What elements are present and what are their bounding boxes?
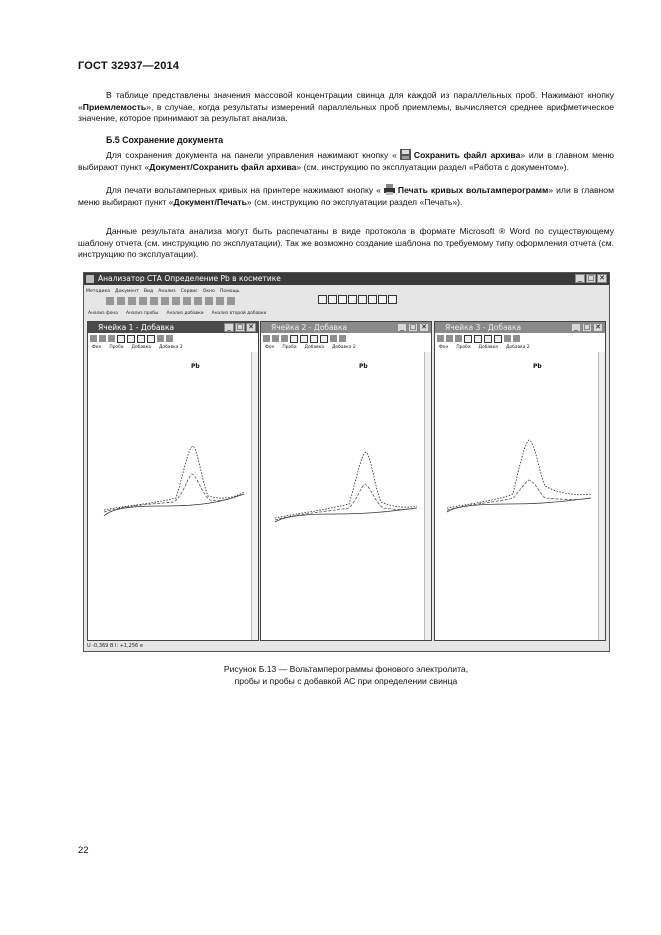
- addition-curve: [447, 440, 591, 508]
- tool-icon[interactable]: [320, 335, 328, 343]
- cell-tabs: [261, 345, 431, 350]
- voltammogram-plot: [92, 412, 252, 532]
- cell-window: [87, 321, 259, 641]
- close-button[interactable]: ✕: [597, 274, 607, 283]
- tool-icon[interactable]: [263, 335, 270, 342]
- menu-item[interactable]: Окно: [202, 289, 215, 294]
- sample-curve: [447, 480, 591, 510]
- curve-tool-icon[interactable]: [388, 295, 397, 304]
- cell-tab[interactable]: Добавка 2: [505, 345, 530, 350]
- app-title-bar: [84, 273, 609, 285]
- close-button[interactable]: ✕: [419, 323, 429, 332]
- tool-icon[interactable]: [99, 335, 106, 342]
- app-title: Анализатор СТА Определение Pb в косметике: [98, 274, 281, 283]
- cell-tab[interactable]: Фон: [439, 345, 449, 350]
- curve-tool-icon[interactable]: [338, 295, 347, 304]
- tool-icon[interactable]: [464, 335, 472, 343]
- document-header: ГОСТ 32937—2014: [78, 60, 180, 72]
- cell-window: [434, 321, 606, 641]
- table-icon[interactable]: [205, 297, 213, 305]
- minimize-button[interactable]: _: [571, 323, 581, 332]
- tab-analysis[interactable]: Анализ пробы: [125, 311, 159, 316]
- tool-icon[interactable]: [339, 335, 346, 342]
- voltammogram-plot: [265, 412, 425, 532]
- copy-icon[interactable]: [161, 297, 169, 305]
- tool-icon[interactable]: [290, 335, 298, 343]
- tool-icon[interactable]: [494, 335, 502, 343]
- grid-icon[interactable]: [227, 297, 235, 305]
- tool-icon[interactable]: [137, 335, 145, 343]
- tool-icon[interactable]: [300, 335, 308, 343]
- drop-icon[interactable]: [183, 297, 191, 305]
- tool-icon[interactable]: [504, 335, 511, 342]
- menu-item[interactable]: Сервис: [180, 289, 198, 294]
- cell-window: [260, 321, 432, 641]
- analysis-tabs: [88, 309, 266, 318]
- menu-item[interactable]: Методика: [86, 289, 111, 294]
- cell-tab[interactable]: Добавка: [131, 345, 151, 350]
- cell-title-bar: [88, 322, 258, 333]
- tool-icon[interactable]: [474, 335, 482, 343]
- caption-line: пробы и пробы с добавкой АС при определении свинца: [234, 675, 458, 686]
- curve-tool-icon[interactable]: [378, 295, 387, 304]
- printer-icon: [383, 183, 396, 196]
- app-system-icon[interactable]: [86, 275, 94, 283]
- tool-icon[interactable]: [127, 335, 135, 343]
- cell-tab[interactable]: Добавка 2: [158, 345, 183, 350]
- save-icon[interactable]: [128, 297, 136, 305]
- minimize-button[interactable]: _: [397, 323, 407, 332]
- close-button[interactable]: ✕: [246, 323, 256, 332]
- background-curve: [275, 508, 417, 522]
- tool-icon[interactable]: [330, 335, 337, 342]
- tool-icon[interactable]: [108, 335, 115, 342]
- cell-tab[interactable]: Фон: [265, 345, 275, 350]
- vertical-scrollbar[interactable]: [598, 352, 605, 640]
- tool-icon[interactable]: [272, 335, 279, 342]
- cell-tab[interactable]: Добавка: [304, 345, 324, 350]
- vertical-scrollbar[interactable]: [424, 352, 431, 640]
- menu-item[interactable]: Документ: [115, 289, 139, 294]
- cell-toolbar: [261, 333, 431, 344]
- cell-toolbar: [88, 333, 258, 344]
- minimize-button[interactable]: _: [224, 323, 234, 332]
- paste-icon[interactable]: [172, 297, 180, 305]
- voltammogram-plot: [439, 412, 599, 532]
- cell-title-bar: [435, 322, 605, 333]
- element-label: Pb: [533, 363, 542, 370]
- tool-icon[interactable]: [281, 335, 288, 342]
- maximize-button[interactable]: □: [236, 323, 244, 331]
- paragraph-print: Для печати вольтамперных кривых на принтере нажимают кнопку « Печать кривых вольтамперограмм» или в главном меню выбирают пункт «Документ/Печать» (см. инструкцию по эксплуатации раздел «Печать»).: [78, 185, 614, 207]
- close-button[interactable]: ✕: [593, 323, 603, 332]
- minimize-button[interactable]: _: [575, 274, 585, 283]
- curve-tool-icon[interactable]: [318, 295, 327, 304]
- tool-icon[interactable]: [157, 335, 164, 342]
- tool-icon[interactable]: [147, 335, 155, 343]
- tool-icon[interactable]: [437, 335, 444, 342]
- page-number: 22: [78, 845, 89, 856]
- save-archive-icon: [399, 148, 412, 161]
- vertical-scrollbar[interactable]: [251, 352, 258, 640]
- cell-tabs: [435, 345, 605, 350]
- cell-tab[interactable]: Проба: [109, 345, 124, 350]
- tab-analysis[interactable]: Анализ фона: [88, 311, 118, 316]
- cut-icon[interactable]: [150, 297, 158, 305]
- cell-title: Ячейка 2 - Добавка: [271, 323, 348, 332]
- curve-tool-icon[interactable]: [358, 295, 367, 304]
- curve-tool-icon[interactable]: [348, 295, 357, 304]
- tool-icon[interactable]: [166, 335, 173, 342]
- chart-icon[interactable]: [194, 297, 202, 305]
- tool-icon[interactable]: [117, 335, 125, 343]
- tool-icon[interactable]: [484, 335, 492, 343]
- status-bar: U -0,369 В I: +1,256 e: [87, 643, 143, 649]
- element-label: Pb: [191, 363, 200, 370]
- new-icon[interactable]: [106, 297, 114, 305]
- figure-caption: [78, 664, 614, 687]
- cell-tab[interactable]: Фон: [92, 345, 102, 350]
- curve-tool-icon[interactable]: [368, 295, 377, 304]
- tool-icon[interactable]: [455, 335, 462, 342]
- maximize-button[interactable]: □: [409, 323, 417, 331]
- menu-item[interactable]: Помощь: [219, 289, 240, 294]
- cell-tab[interactable]: Проба: [282, 345, 297, 350]
- tab-analysis[interactable]: Анализ второй добавки: [211, 311, 267, 316]
- analyzer-window: [83, 272, 610, 652]
- addition-curve: [275, 452, 417, 518]
- maximize-button[interactable]: □: [583, 323, 591, 331]
- cell-tab[interactable]: Добавка 2: [331, 345, 356, 350]
- cell-title-bar: [261, 322, 431, 333]
- curve-tool-icon[interactable]: [328, 295, 337, 304]
- background-curve: [104, 494, 244, 516]
- cell-tab[interactable]: Проба: [456, 345, 471, 350]
- menu-item[interactable]: Вид: [143, 289, 154, 294]
- element-label: Pb: [359, 363, 368, 370]
- paragraph-acceptability: В таблице представлены значения массовой концентрации свинца для каждой из параллельных проб. Нажимают кнопку «Приемлемость», в случае, когда результаты измерений параллельных проб приемлемы, вычисляется среднее арифметическое значение, которое принимают за результат анализа.: [78, 90, 614, 124]
- main-toolbar: [106, 297, 235, 307]
- tool-icon[interactable]: [513, 335, 520, 342]
- section-title: Б.5 Сохранение документа: [106, 135, 224, 145]
- curve-toolbar: [318, 295, 397, 304]
- cell-title: Ячейка 3 - Добавка: [445, 323, 522, 332]
- tool-icon[interactable]: [90, 335, 97, 342]
- open-icon[interactable]: [117, 297, 125, 305]
- settings-icon[interactable]: [216, 297, 224, 305]
- paragraph-report: Данные результата анализа могут быть распечатаны в виде протокола в формате Microsoft ® Word по существующему шаблону отчета (см. инструкцию по эксплуатации). Так же возможно создание шаблона по требуемому типу оформления отчета (см. инструкцию по эксплуатации).: [78, 226, 614, 260]
- caption-line: Рисунок Б.13 — Вольтамперограммы фонового электролита,: [223, 664, 469, 674]
- cell-toolbar: [435, 333, 605, 344]
- print-icon[interactable]: [139, 297, 147, 305]
- tool-icon[interactable]: [446, 335, 453, 342]
- tool-icon[interactable]: [310, 335, 318, 343]
- maximize-button[interactable]: □: [587, 274, 595, 282]
- tab-analysis[interactable]: Анализ добавки: [166, 311, 204, 316]
- background-curve: [447, 498, 591, 512]
- menu-item[interactable]: Анализ: [158, 289, 176, 294]
- cell-tabs: [88, 345, 258, 350]
- sample-curve: [275, 484, 417, 520]
- cell-title: Ячейка 1 - Добавка: [98, 323, 175, 332]
- paragraph-save: Для сохранения документа на панели управления нажимают кнопку « Сохранить файл архива» или в главном меню выбирают пункт «Документ/Сохранить файл архива» (см. инструкцию по эксплуатации раздел «Работа с документом»).: [78, 150, 614, 172]
- cell-tab[interactable]: Добавка: [478, 345, 498, 350]
